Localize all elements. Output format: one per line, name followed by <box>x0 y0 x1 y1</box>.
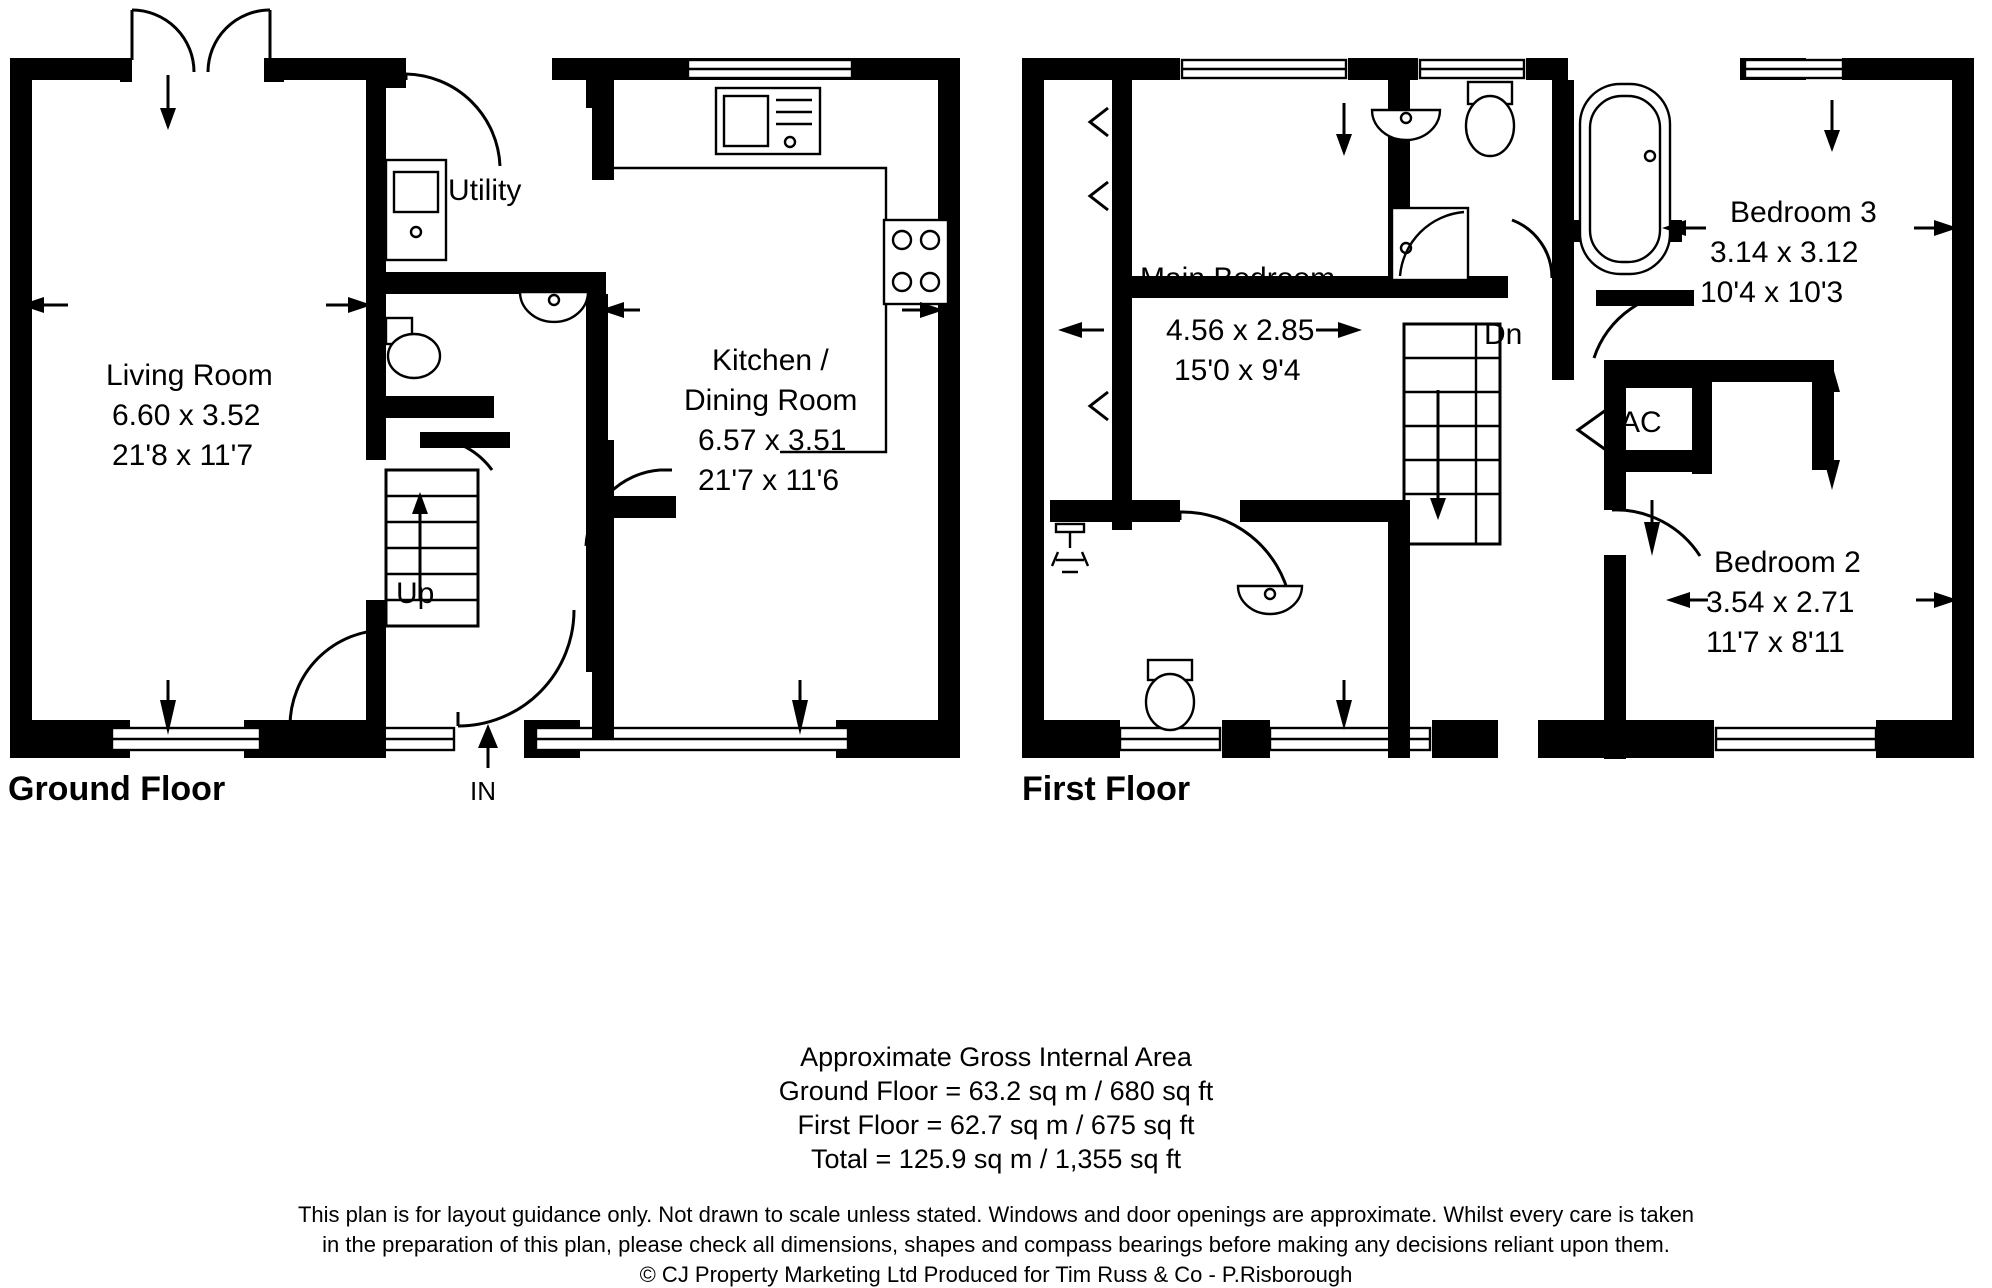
dimension-arrow <box>160 680 176 735</box>
wall-interior <box>1050 500 1180 522</box>
wall-right-exterior <box>1952 58 1974 758</box>
shower <box>1392 208 1468 280</box>
wall-segment <box>562 58 608 80</box>
window <box>1420 60 1524 78</box>
room-label-kitchen-line1: Kitchen / <box>712 344 829 377</box>
arrow-down <box>1430 498 1446 520</box>
dimension-arrow <box>1336 680 1352 730</box>
entrance-arrow <box>478 724 498 768</box>
wall-segment <box>1432 720 1498 758</box>
wall-segment <box>1526 58 1568 80</box>
dimension-arrow <box>792 680 808 735</box>
wash-basin <box>1238 586 1302 614</box>
wall-segment <box>1596 290 1694 306</box>
area-summary-ground: Ground Floor = 63.2 sq m / 680 sq ft <box>778 1076 1214 1106</box>
wall-segment <box>1348 58 1418 80</box>
area-summary <box>779 1042 1214 1174</box>
wall-segment <box>264 58 284 82</box>
toilet <box>1466 82 1514 156</box>
window <box>688 60 852 78</box>
first-floor-plan <box>1022 58 1974 808</box>
utility-sink <box>386 160 446 260</box>
entrance-label-in: IN <box>470 776 496 806</box>
door-swing <box>132 10 194 72</box>
room-dim-imperial-living-room: 21'8 x 11'7 <box>112 439 254 472</box>
shower-head <box>1052 524 1088 572</box>
wall-interior <box>366 58 386 280</box>
room-dim-metric-bedroom-2: 3.54 x 2.71 <box>1706 586 1855 619</box>
wall-interior <box>1112 80 1132 280</box>
wall-left-exterior <box>10 58 32 758</box>
toilet <box>1146 660 1194 730</box>
stair-label-up: Up <box>396 577 435 610</box>
door-swing <box>406 74 500 166</box>
wall-segment <box>1022 58 1180 80</box>
wall-segment <box>420 432 510 448</box>
disclaimer-line-2: in the preparation of this plan, please check all dimensions, shapes and compass bearings before making any decisions reliant upon them. <box>322 1232 1670 1257</box>
ground-floor-plan <box>8 10 960 808</box>
wash-basin <box>520 292 588 322</box>
dimension-arrow <box>1644 500 1660 556</box>
wall-segment <box>1692 364 1712 474</box>
room-dim-metric-main-bedroom: 4.56 x 2.85 <box>1166 314 1315 347</box>
window <box>1120 728 1220 750</box>
room-label-utility: Utility <box>448 174 522 207</box>
dimension-arrow <box>1914 220 1958 236</box>
window <box>1716 728 1876 750</box>
wall-left-exterior <box>1022 58 1044 758</box>
window <box>378 728 454 750</box>
window <box>1745 60 1843 78</box>
room-dim-imperial-bedroom-3: 10'4 x 10'3 <box>1700 276 1844 309</box>
dimension-arrow <box>1058 322 1104 338</box>
room-dim-imperial-kitchen: 21'7 x 11'6 <box>698 464 840 497</box>
room-label-bedroom-2: Bedroom 2 <box>1714 546 1861 579</box>
dimension-arrow <box>326 297 372 313</box>
wall-segment <box>1022 720 1120 758</box>
dimension-arrow <box>160 75 176 130</box>
wall-interior <box>1240 500 1410 522</box>
disclaimer-line-1: This plan is for layout guidance only. Not drawn to scale unless stated. Windows and door openings are approximate. Whilst every care is taken <box>297 1202 1695 1227</box>
window <box>536 728 848 750</box>
wall-interior <box>366 280 386 460</box>
room-label-bedroom-3: Bedroom 3 <box>1730 196 1877 229</box>
wall-segment <box>120 58 132 82</box>
wall-segment <box>1876 720 1974 758</box>
disclaimer-credit: © CJ Property Marketing Ltd Produced for Tim Russ & Co - P.Risborough <box>639 1262 1353 1287</box>
wall-interior <box>366 600 386 758</box>
room-dim-metric-living-room: 6.60 x 3.52 <box>112 399 261 432</box>
room-dim-imperial-bedroom-2: 11'7 x 8'11 <box>1706 626 1845 659</box>
dimension-arrow <box>1316 322 1362 338</box>
toilet <box>386 318 440 378</box>
wall-interior <box>366 396 494 418</box>
dimension-arrow <box>1916 592 1958 608</box>
wall-right-exterior <box>938 58 960 758</box>
disclaimer <box>298 1202 1694 1287</box>
wash-basin <box>1372 110 1440 140</box>
wall-segment <box>386 58 406 88</box>
dimension-arrow <box>1824 100 1840 152</box>
room-dim-metric-bedroom-3: 3.14 x 3.12 <box>1710 236 1859 269</box>
wall-segment <box>1222 720 1270 758</box>
room-dim-imperial-main-bedroom: 15'0 x 9'4 <box>1174 354 1301 387</box>
ac-door <box>1578 410 1606 450</box>
wall-segment <box>1842 58 1974 80</box>
bath <box>1580 84 1670 274</box>
hob <box>884 220 948 304</box>
wall-interior <box>1388 500 1410 758</box>
area-summary-first: First Floor = 62.7 sq m / 675 sq ft <box>797 1110 1195 1140</box>
wall-segment <box>244 720 384 758</box>
label-ac: AC <box>1620 406 1662 439</box>
door-swing <box>208 10 270 72</box>
door-swing <box>1512 220 1552 278</box>
dimension-arrow <box>1666 592 1708 608</box>
wardrobe-detail <box>1090 108 1108 420</box>
area-summary-total: Total = 125.9 sq m / 1,355 sq ft <box>811 1144 1181 1174</box>
wall-interior <box>366 272 606 294</box>
kitchen-sink <box>716 88 820 154</box>
stair-label-down: Dn <box>1484 318 1523 351</box>
wall-interior <box>586 294 608 518</box>
door-frame <box>132 10 270 60</box>
wall-segment <box>586 586 608 672</box>
floor-label-first: First Floor <box>1022 770 1191 808</box>
window <box>1182 60 1346 78</box>
room-label-living-room: Living Room <box>106 359 273 392</box>
room-label-main-bedroom: Main Bedroom <box>1140 262 1336 295</box>
staircase-down <box>1404 324 1500 544</box>
wall-interior <box>1604 555 1626 759</box>
room-label-kitchen-line2: Dining Room <box>684 384 858 417</box>
dimension-arrow <box>1336 103 1352 156</box>
window <box>112 728 260 750</box>
room-dim-metric-kitchen: 6.57 x 3.51 <box>698 424 847 457</box>
area-summary-title: Approximate Gross Internal Area <box>800 1042 1192 1072</box>
wall-interior <box>1112 280 1132 530</box>
floor-label-ground: Ground Floor <box>8 770 226 808</box>
